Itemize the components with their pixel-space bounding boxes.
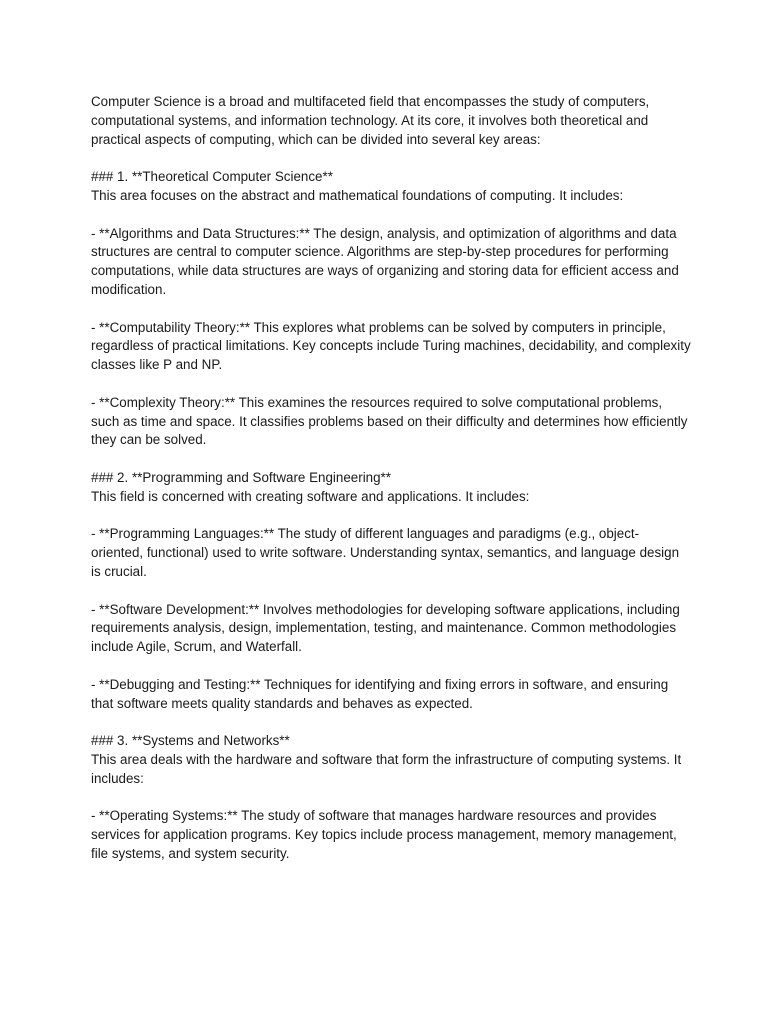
section-3-block [91, 732, 691, 788]
section-2-item-3: - **Debugging and Testing:** Techniques for identifying and fixing errors in software, and ensuring that software meets quality standards and behaves as expected. [91, 676, 669, 711]
section-2-item-1: - **Programming Languages:** The study of different languages and paradigms (e.g., object-oriented, functional) used to write software. Understanding syntax, semantics, and language design is crucial. [91, 526, 680, 579]
section-2-block [91, 469, 691, 507]
section-3-item-1: - **Operating Systems:** The study of software that manages hardware resources and provides services for application programs. Key topics include process management, memory management, file systems, and system security. [91, 808, 677, 861]
section-1-item-2: - **Computability Theory:** This explores what problems can be solved by computers in principle, regardless of practical limitations. Key concepts include Turing machines, decidability, and complexity classes like P and NP. [91, 319, 691, 373]
section-2-item-2: - **Software Development:** Involves methodologies for developing software applications, including requirements analysis, design, implementation, testing, and maintenance. Common methodologies include Agile, Scrum, and Waterfall. [91, 601, 680, 655]
section-2-lead: This field is concerned with creating software and applications. It includes: [91, 488, 530, 504]
section-3-heading: ### 3. **Systems and Networks** [91, 733, 290, 749]
section-1-item-1: - **Algorithms and Data Structures:** The design, analysis, and optimization of algorithms and data structures are central to computer science. Algorithms are step-by-step procedures for performing computations, while data structures are ways of organizing and storing data for efficient access and modification. [91, 225, 679, 297]
section-1-lead: This area focuses on the abstract and mathematical foundations of computing. It includes: [91, 187, 624, 203]
intro-paragraph: Computer Science is a broad and multifaceted field that encompasses the study of computers, computational systems, and information technology. At its core, it involves both theoretical and practical aspects of computing, which can be divided into several key areas: [91, 94, 650, 147]
section-1-heading: ### 1. **Theoretical Computer Science** [91, 169, 333, 185]
section-2-heading: ### 2. **Programming and Software Engineering** [91, 469, 391, 485]
section-1-item-3: - **Complexity Theory:** This examines the resources required to solve computational problems, such as time and space. It classifies problems based on their difficulty and determines how efficiently they can be solved. [91, 394, 688, 448]
document-body [91, 93, 691, 882]
section-3-lead: This area deals with the hardware and software that form the infrastructure of computing systems. It includes: [91, 751, 682, 786]
section-1-block [91, 168, 691, 206]
